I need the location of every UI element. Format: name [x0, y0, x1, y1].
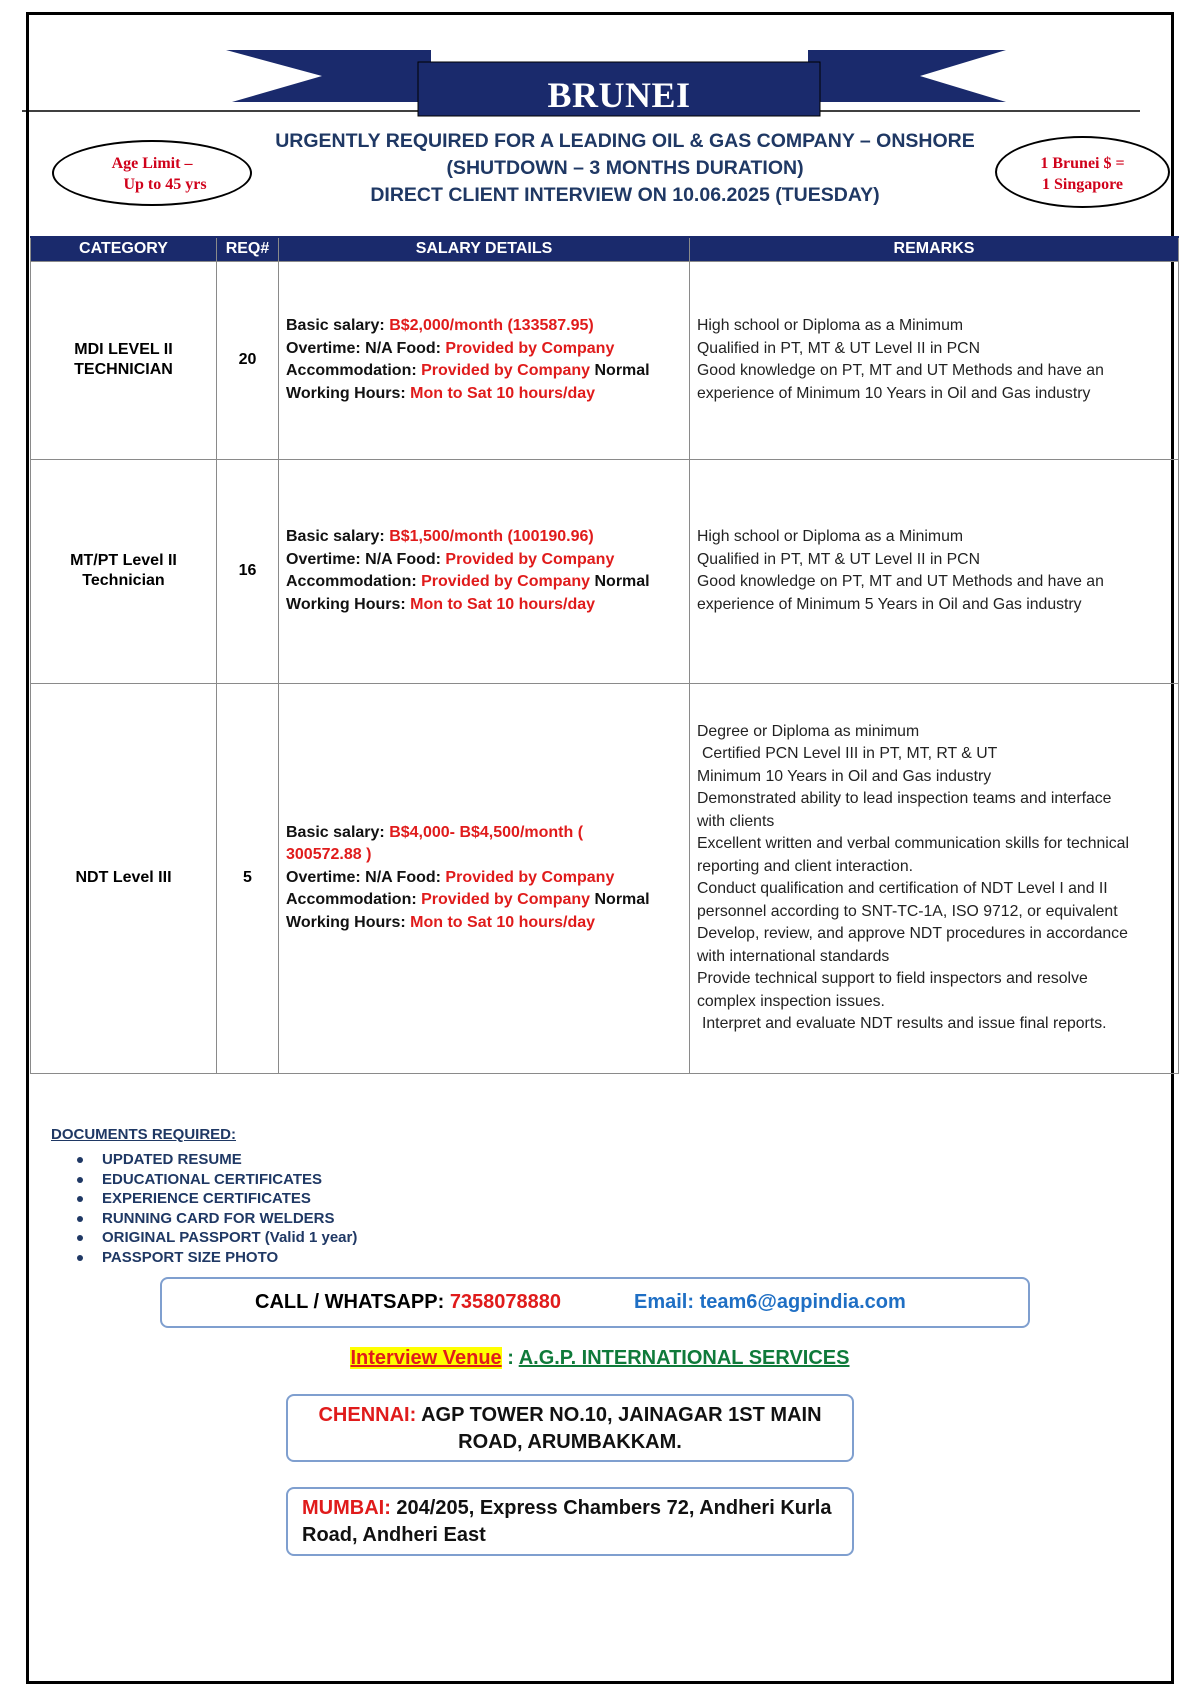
- category-line: MT/PT Level II: [70, 552, 177, 569]
- hours-label: Working Hours:: [286, 913, 411, 931]
- header-remarks: REMARKS: [690, 237, 1179, 261]
- call-line: [255, 1279, 561, 1326]
- category-cell: [31, 261, 217, 459]
- salary-cell: [279, 261, 690, 459]
- list-item: RUNNING CARD FOR WELDERS: [77, 1209, 357, 1229]
- hours-value: Mon to Sat 10 hours/day: [410, 384, 596, 402]
- list-item: EDUCATIONAL CERTIFICATES: [77, 1170, 357, 1190]
- req-cell: 20: [217, 261, 279, 459]
- remark-line: High school or Diploma as a Minimum: [697, 317, 964, 334]
- accommodation-suffix: Normal: [590, 891, 650, 909]
- age-limit-line2: Up to 45 yrs: [123, 176, 207, 193]
- accommodation-label: Accommodation:: [286, 362, 422, 379]
- remark-line: reporting and client interaction.: [697, 857, 914, 875]
- accommodation-value: Provided by Company: [421, 362, 591, 379]
- table-row: [31, 261, 1179, 459]
- food-value: Provided by Company: [445, 339, 615, 357]
- documents-list: [77, 1150, 357, 1267]
- remark-line: Certified PCN Level III in PT, MT, RT & UT: [702, 745, 998, 762]
- salary-value-cont: 300572.88 ): [286, 846, 372, 864]
- remark-line: complex inspection issues.: [697, 992, 885, 1010]
- email-address[interactable]: Email: team6@agpindia.com: [634, 1291, 906, 1313]
- headline: [260, 128, 990, 209]
- address-text: 204/205, Express Chambers 72, Andheri Kurla Road, Andheri East: [302, 1497, 832, 1546]
- accommodation-value: Provided by Company: [421, 573, 591, 590]
- accommodation-label: Accommodation:: [286, 891, 422, 909]
- hours-value: Mon to Sat 10 hours/day: [410, 913, 596, 931]
- category-cell: [31, 459, 217, 683]
- remark-line: Good knowledge on PT, MT and UT Methods and have an: [697, 362, 1104, 379]
- address-chennai: [286, 1394, 854, 1462]
- address-mumbai: [286, 1487, 854, 1556]
- list-item: ORIGINAL PASSPORT (Valid 1 year): [77, 1228, 357, 1248]
- req-cell: 16: [217, 459, 279, 683]
- hours-label: Working Hours:: [286, 384, 411, 402]
- salary-cell: [279, 683, 690, 1073]
- hours-label: Working Hours:: [286, 595, 411, 613]
- category-line: Technician: [82, 572, 165, 589]
- salary-label: Basic salary:: [286, 823, 390, 841]
- category-cell: [31, 683, 217, 1073]
- banner-title: BRUNEI: [547, 75, 691, 115]
- table-row: [31, 459, 1179, 683]
- headline-line1: URGENTLY REQUIRED FOR A LEADING OIL & GAS COMPANY – ONSHORE: [275, 130, 975, 152]
- list-item: EXPERIENCE CERTIFICATES: [77, 1189, 357, 1209]
- overtime-label: Overtime: N/A Food:: [286, 339, 446, 357]
- salary-cell: [279, 459, 690, 683]
- food-value: Provided by Company: [445, 550, 615, 568]
- call-label: CALL / WHATSAPP:: [255, 1291, 450, 1313]
- salary-value: B$2,000/month (133587.95): [389, 317, 594, 334]
- remark-line: Minimum 10 Years in Oil and Gas industry: [697, 767, 992, 785]
- remark-line: Degree or Diploma as minimum: [697, 722, 920, 740]
- remark-line: Excellent written and verbal communication skills for technical: [697, 835, 1129, 852]
- category-line: NDT Level III: [75, 869, 172, 886]
- remark-line: with international standards: [697, 947, 890, 965]
- salary-value: B$1,500/month (100190.96): [389, 528, 594, 545]
- headline-line3: DIRECT CLIENT INTERVIEW ON 10.06.2025 (TUESDAY): [370, 184, 880, 206]
- venue-name: A.G.P. INTERNATIONAL SERVICES: [518, 1347, 850, 1369]
- accommodation-value: Provided by Company: [421, 891, 591, 909]
- remarks-cell: [690, 683, 1179, 1073]
- remark-line: Demonstrated ability to lead inspection teams and interface: [697, 790, 1112, 807]
- job-table: [30, 236, 1179, 1074]
- venue-label: Interview Venue: [350, 1347, 502, 1369]
- header-category: CATEGORY: [31, 237, 217, 261]
- remarks-cell: [690, 459, 1179, 683]
- remarks-cell: [690, 261, 1179, 459]
- header-salary: SALARY DETAILS: [279, 237, 690, 261]
- exchange-rate-badge: [995, 136, 1170, 208]
- list-item: PASSPORT SIZE PHOTO: [77, 1248, 357, 1268]
- food-value: Provided by Company: [445, 868, 615, 886]
- header-req: REQ#: [217, 237, 279, 261]
- venue-separator: :: [501, 1347, 519, 1369]
- req-cell: 5: [217, 683, 279, 1073]
- table-row: [31, 683, 1179, 1073]
- table-header-row: [31, 237, 1179, 261]
- remark-line: High school or Diploma as a Minimum: [697, 528, 964, 545]
- salary-value: B$4,000- B$4,500/month (: [389, 823, 584, 841]
- city-label: MUMBAI:: [302, 1497, 391, 1519]
- remark-line: Develop, review, and approve NDT procedures in accordance: [697, 925, 1128, 942]
- headline-line2: (SHUTDOWN – 3 MONTHS DURATION): [446, 157, 804, 179]
- hours-value: Mon to Sat 10 hours/day: [410, 595, 596, 613]
- list-item: UPDATED RESUME: [77, 1150, 357, 1170]
- salary-label: Basic salary:: [286, 317, 390, 334]
- remark-line: with clients: [697, 812, 775, 830]
- contact-box: [160, 1277, 1030, 1328]
- remark-line: Qualified in PT, MT & UT Level II in PCN: [697, 550, 980, 568]
- remark-line: Interpret and evaluate NDT results and issue final reports.: [702, 1015, 1107, 1032]
- address-text: AGP TOWER NO.10, JAINAGAR 1ST MAIN ROAD, ARUMBAKKAM.: [416, 1404, 822, 1453]
- accommodation-suffix: Normal: [590, 573, 650, 590]
- exchange-line2: 1 Singapore: [1041, 176, 1124, 193]
- remark-line: experience of Minimum 10 Years in Oil and Gas industry: [697, 384, 1091, 402]
- remark-line: Good knowledge on PT, MT and UT Methods and have an: [697, 573, 1104, 590]
- overtime-label: Overtime: N/A Food:: [286, 868, 446, 886]
- salary-label: Basic salary:: [286, 528, 390, 545]
- accommodation-label: Accommodation:: [286, 573, 422, 590]
- interview-venue: [0, 1347, 1200, 1370]
- documents-title: DOCUMENTS REQUIRED:: [51, 1126, 237, 1143]
- remark-line: experience of Minimum 5 Years in Oil and Gas industry: [697, 595, 1082, 613]
- phone-number[interactable]: 7358078880: [449, 1291, 562, 1313]
- remark-line: Qualified in PT, MT & UT Level II in PCN: [697, 339, 980, 357]
- city-label: CHENNAI:: [318, 1404, 417, 1426]
- header-banner: [0, 0, 1200, 130]
- remark-line: Provide technical support to field inspectors and resolve: [697, 970, 1088, 987]
- remark-line: Conduct qualification and certification of NDT Level I and II: [697, 880, 1108, 897]
- exchange-line1: 1 Brunei $ =: [1040, 155, 1125, 172]
- remark-line: personnel according to SNT-TC-1A, ISO 9712, or equivalent: [697, 902, 1118, 920]
- age-limit-line1: Age Limit –: [111, 155, 193, 172]
- overtime-label: Overtime: N/A Food:: [286, 550, 446, 568]
- age-limit-badge: [52, 140, 252, 206]
- category-line: TECHNICIAN: [74, 361, 173, 378]
- category-line: MDI LEVEL II: [74, 341, 173, 358]
- accommodation-suffix: Normal: [590, 362, 650, 379]
